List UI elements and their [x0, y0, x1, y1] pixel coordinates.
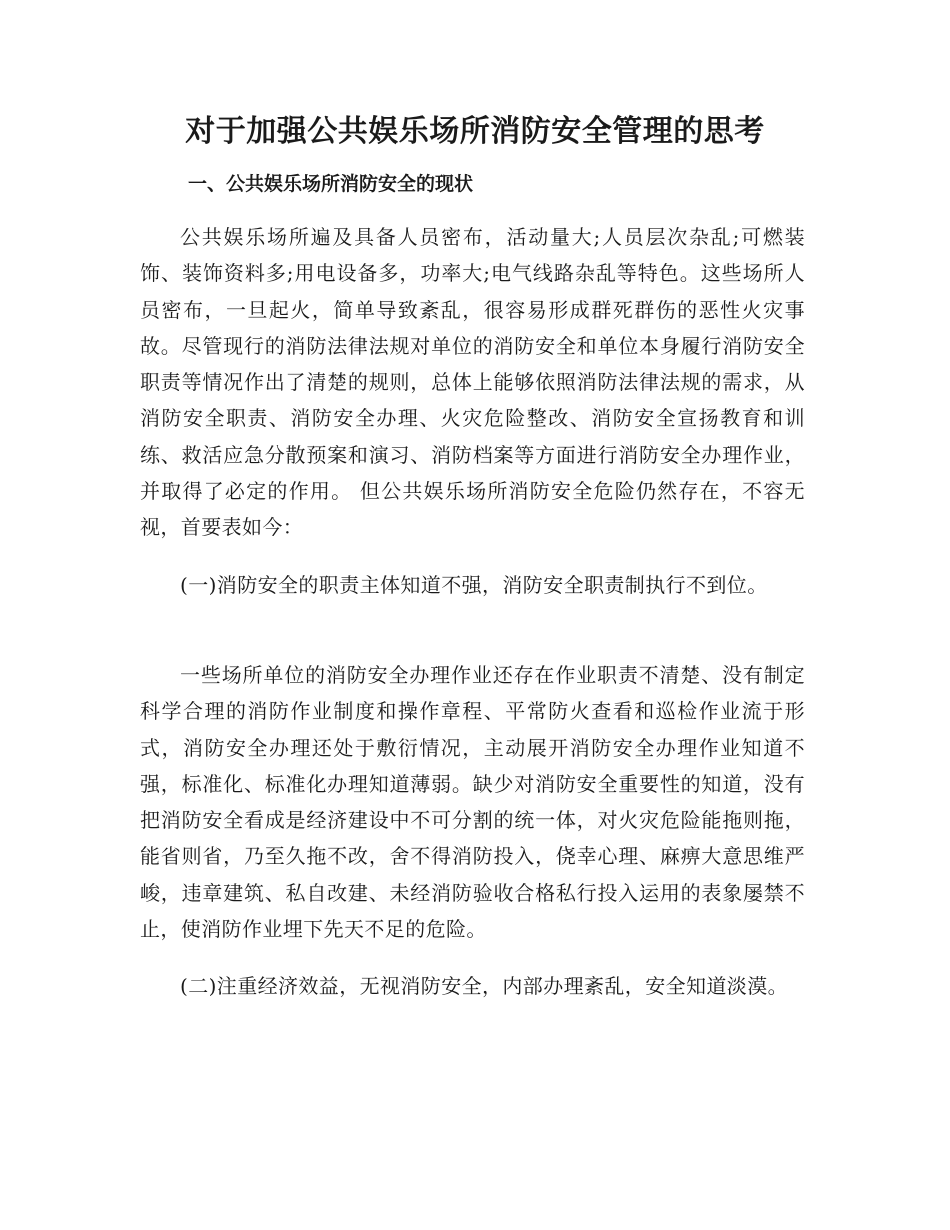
section-heading: 一、公共娱乐场所消防安全的现状: [188, 173, 474, 195]
paragraph-status-overview: 公共娱乐场所遍及具备人员密布，活动量大;人员层次杂乱;可燃装饰、装饰资料多;用电设备多，功率大;电气线路杂乱等特色。这些场所人员密布，一旦起火，简单导致紊乱，很容易形成群死群伤的恶性火灾事故。尽管现行的消防法律法规对单位的消防安全和单位本身履行消防安全职责等情况作出了清楚的规则，总体上能够依照消防法律法规的需求，从消防安全职责、消防安全办理、火灾危险整改、消防安全宣扬教育和训练、救活应急分散预案和演习、消防档案等方面进行消防安全办理作业，并取得了必定的作用。 但公共娱乐场所消防安全危险仍然存在，不容无视，首要表如今：: [140, 225, 805, 540]
paragraph-responsibility-issues: 一些场所单位的消防安全办理作业还存在作业职责不清楚、没有制定科学合理的消防作业制度和操作章程、平常防火查看和巡检作业流于形式，消防安全办理还处于敷衍情况，主动展开消防安全办理作业知道不强，标准化、标准化办理知道薄弱。缺少对消防安全重要性的知道，没有把消防安全看成是经济建设中不可分割的统一体，对火灾危险能拖则拖，能省则省，乃至久拖不改，舍不得消防投入，侥幸心理、麻痹大意思维严峻，违章建筑、私自改建、未经消防验收合格私行投入运用的表象屡禁不止，使消防作业埋下先天不足的危险。: [140, 663, 805, 942]
document-title: 对于加强公共娱乐场所消防安全管理的思考: [185, 114, 765, 149]
paragraph-subheading-2: (二)注重经济效益，无视消防安全，内部办理紊乱，安全知道淡漠。: [180, 974, 789, 998]
paragraph-subheading-1: (一)消防安全的职责主体知道不强，消防安全职责制执行不到位。: [180, 573, 768, 597]
